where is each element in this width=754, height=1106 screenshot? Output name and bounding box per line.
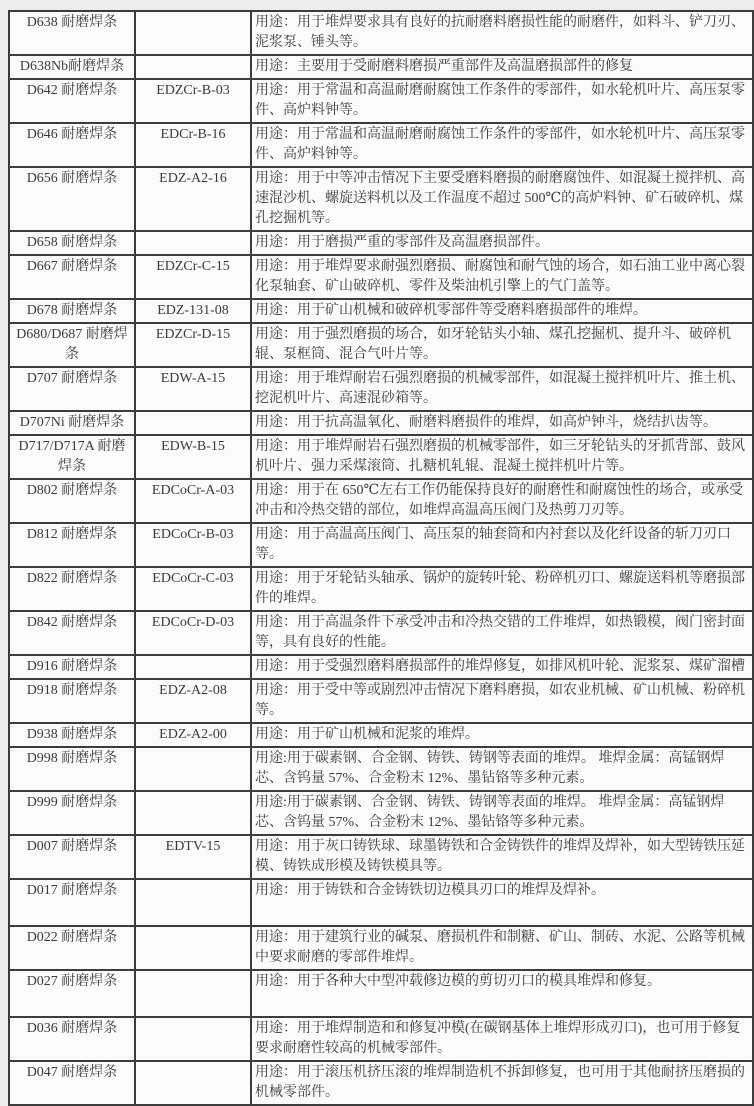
table-row [9, 835, 753, 879]
code-cell: EDZ-A2-08 [135, 679, 251, 723]
code-cell [135, 411, 251, 435]
code-cell [135, 655, 251, 679]
table-row [9, 1017, 753, 1061]
table-row [9, 123, 753, 167]
table-row [9, 791, 753, 835]
usage-cell: 用途：用于建筑行业的碱泵、磨损机件和制糖、矿山、制砖、水泥、公路等机械中要求耐磨的零部件堆焊。 [251, 926, 753, 970]
code-cell [135, 791, 251, 835]
code-cell [135, 926, 251, 970]
model-cell: D707 耐磨焊条 [9, 367, 135, 411]
code-cell [135, 747, 251, 791]
usage-cell: 用途：用于强烈磨损的场合，如牙轮钻头小轴、煤孔挖掘机、提升斗、破碎机辊、泵框筒、混合气叶片等。 [251, 323, 753, 367]
usage-cell: 用途：用于堆焊耐岩石强烈磨损的机械零部件，如三牙轮钻头的牙抓背部、鼓风机叶片、强力采煤滚筒、扎糖机轧辊、混凝土搅拌机叶片等。 [251, 435, 753, 479]
table-row [9, 299, 753, 323]
usage-cell: 用途：用于牙轮钻头轴承、锅炉的旋转叶轮、粉碎机刃口、螺旋送料机等磨损部件的堆焊。 [251, 567, 753, 611]
code-cell: EDCoCr-C-03 [135, 567, 251, 611]
table-row [9, 747, 753, 791]
code-cell: EDZ-A2-16 [135, 167, 251, 231]
code-cell: EDZCr-B-03 [135, 79, 251, 123]
model-cell: D678 耐磨焊条 [9, 299, 135, 323]
table-row [9, 55, 753, 79]
model-cell: D842 耐磨焊条 [9, 611, 135, 655]
table-row [9, 167, 753, 231]
model-cell: D707Ni 耐磨焊条 [9, 411, 135, 435]
table-row [9, 79, 753, 123]
model-cell: D916 耐磨焊条 [9, 655, 135, 679]
code-cell: EDZCr-D-15 [135, 323, 251, 367]
model-cell: D717/D717A 耐磨焊条 [9, 435, 135, 479]
usage-cell: 用途：用于磨损严重的零部件及高温磨损部件。 [251, 231, 753, 255]
model-cell: D638 耐磨焊条 [9, 11, 135, 55]
usage-cell: 用途：用于滚压机挤压滚的堆焊制造机不拆卸修复，也可用于其他耐挤压磨损的机械零部件。 [251, 1061, 753, 1105]
usage-cell: 用途：用于在 650℃左右工作仍能保持良好的耐磨性和耐腐蚀性的场合，或承受冲击和冷热交错的部位，如堆焊高温高压阀门及热剪刀刃等。 [251, 479, 753, 523]
code-cell: EDTV-15 [135, 835, 251, 879]
usage-cell: 用途：用于受中等或剧烈冲击情况下磨料磨损，如农业机械、矿山机械、粉碎机等。 [251, 679, 753, 723]
code-cell: EDZCr-C-15 [135, 255, 251, 299]
table-row [9, 567, 753, 611]
table-row [9, 926, 753, 970]
usage-cell: 用途：用于堆焊耐岩石强烈磨损的机械零部件，如混凝土搅拌机叶片、推土机、挖泥机叶片、高速混砂箱等。 [251, 367, 753, 411]
code-cell: EDCoCr-D-03 [135, 611, 251, 655]
code-cell: EDZ-131-08 [135, 299, 251, 323]
usage-cell: 用途：用于堆焊要求耐强烈磨损、耐腐蚀和耐气蚀的场合，如石油工业中离心裂化泵轴套、矿山破碎机、零件及柴油机引擎上的气门盖等。 [251, 255, 753, 299]
model-cell: D047 耐磨焊条 [9, 1061, 135, 1105]
code-cell [135, 1061, 251, 1105]
code-cell: EDW-A-15 [135, 367, 251, 411]
usage-cell: 用途：用于抗高温氧化、耐磨料磨损件的堆焊，如高炉钟斗，烧结扒齿等。 [251, 411, 753, 435]
usage-cell: 用途：用于常温和高温耐磨耐腐蚀工作条件的零部件，如水轮机叶片、高压泵零件、高炉料钟等。 [251, 123, 753, 167]
usage-cell: 用途：用于堆焊制造和和修复冲模(在碳钢基体上堆焊形成刃口)，也可用于修复要求耐磨性较高的机械零部件。 [251, 1017, 753, 1061]
table-row [9, 323, 753, 367]
table-row [9, 11, 753, 55]
usage-cell: 用途：用于矿山机械和破碎机零部件等受磨料磨损部件的堆焊。 [251, 299, 753, 323]
model-cell: D812 耐磨焊条 [9, 523, 135, 567]
model-cell: D938 耐磨焊条 [9, 723, 135, 747]
usage-cell: 用途：用于受强烈磨料磨损部件的堆焊修复，如排风机叶轮、泥浆泵、煤矿溜槽 [251, 655, 753, 679]
model-cell: D658 耐磨焊条 [9, 231, 135, 255]
usage-cell: 用途：用于高温条件下承受冲击和冷热交错的工件堆焊，如热锻模，阀门密封面等，具有良好的性能。 [251, 611, 753, 655]
model-cell: D642 耐磨焊条 [9, 79, 135, 123]
code-cell: EDCoCr-B-03 [135, 523, 251, 567]
model-cell: D646 耐磨焊条 [9, 123, 135, 167]
welding-rod-table [8, 10, 754, 1106]
code-cell [135, 1017, 251, 1061]
code-cell: EDZ-A2-00 [135, 723, 251, 747]
code-cell [135, 970, 251, 1017]
table-row [9, 723, 753, 747]
model-cell: D680/D687 耐磨焊条 [9, 323, 135, 367]
model-cell: D638Nb耐磨焊条 [9, 55, 135, 79]
table-row [9, 655, 753, 679]
table-row [9, 479, 753, 523]
model-cell: D007 耐磨焊条 [9, 835, 135, 879]
model-cell: D998 耐磨焊条 [9, 747, 135, 791]
usage-cell: 用途：用于矿山机械和泥浆的堆焊。 [251, 723, 753, 747]
code-cell [135, 231, 251, 255]
code-cell: EDW-B-15 [135, 435, 251, 479]
table-row [9, 411, 753, 435]
usage-cell: 用途：用于高温高压阀门、高压泵的轴套筒和内衬套以及化纤设备的斩刀刃口等。 [251, 523, 753, 567]
usage-cell: 用途：主要用于受耐磨料磨损严重部件及高温磨损部件的修复 [251, 55, 753, 79]
model-cell: D667 耐磨焊条 [9, 255, 135, 299]
usage-cell: 用途：用于灰口铸铁球、球墨铸铁和合金铸铁件的堆焊及焊补，如大型铸铁压延模、铸铁成形模及铸铁模具等。 [251, 835, 753, 879]
model-cell: D656 耐磨焊条 [9, 167, 135, 231]
document-page [0, 10, 750, 1100]
table-row [9, 1061, 753, 1105]
usage-cell: 用途：用于中等冲击情况下主要受磨料磨损的耐磨腐蚀件、如混凝土搅拌机、高速混沙机、螺旋送料机以及工作温度不超过 500℃的高炉料钟、矿石破碎机、煤孔挖掘机等。 [251, 167, 753, 231]
table-row [9, 611, 753, 655]
table-row [9, 679, 753, 723]
table-row [9, 255, 753, 299]
code-cell: EDCr-B-16 [135, 123, 251, 167]
usage-cell: 用途:用于碳素钢、合金钢、铸铁、铸钢等表面的堆焊。 堆焊金属：高锰钢焊芯、含钨量 57%、合金粉末 12%、墨钻铬等多种元素。 [251, 747, 753, 791]
usage-cell: 用途：用于各种大中型冲载修边模的剪切刃口的模具堆焊和修复。 [251, 970, 753, 1017]
model-cell: D017 耐磨焊条 [9, 879, 135, 926]
code-cell [135, 55, 251, 79]
code-cell [135, 879, 251, 926]
model-cell: D999 耐磨焊条 [9, 791, 135, 835]
code-cell [135, 11, 251, 55]
model-cell: D918 耐磨焊条 [9, 679, 135, 723]
table-row [9, 367, 753, 411]
table-row [9, 970, 753, 1017]
model-cell: D022 耐磨焊条 [9, 926, 135, 970]
table-row [9, 879, 753, 926]
usage-cell: 用途：用于堆焊要求具有良好的抗耐磨料磨损性能的耐磨件，如料斗、铲刀刃、泥浆泵、锤头等。 [251, 11, 753, 55]
table-row [9, 523, 753, 567]
model-cell: D822 耐磨焊条 [9, 567, 135, 611]
code-cell: EDCoCr-A-03 [135, 479, 251, 523]
usage-cell: 用途：用于铸铁和合金铸铁切边模具刃口的堆焊及焊补。 [251, 879, 753, 926]
table-row [9, 231, 753, 255]
model-cell: D802 耐磨焊条 [9, 479, 135, 523]
usage-cell: 用途：用于常温和高温耐磨耐腐蚀工作条件的零部件，如水轮机叶片、高压泵零件、高炉料钟等。 [251, 79, 753, 123]
model-cell: D036 耐磨焊条 [9, 1017, 135, 1061]
model-cell: D027 耐磨焊条 [9, 970, 135, 1017]
usage-cell: 用途:用于碳素钢、合金钢、铸铁、铸钢等表面的堆焊。 堆焊金属：高锰钢焊芯、含钨量 57%、合金粉末 12%、墨钻铬等多种元素。 [251, 791, 753, 835]
table-row [9, 435, 753, 479]
table-body [9, 11, 753, 1105]
